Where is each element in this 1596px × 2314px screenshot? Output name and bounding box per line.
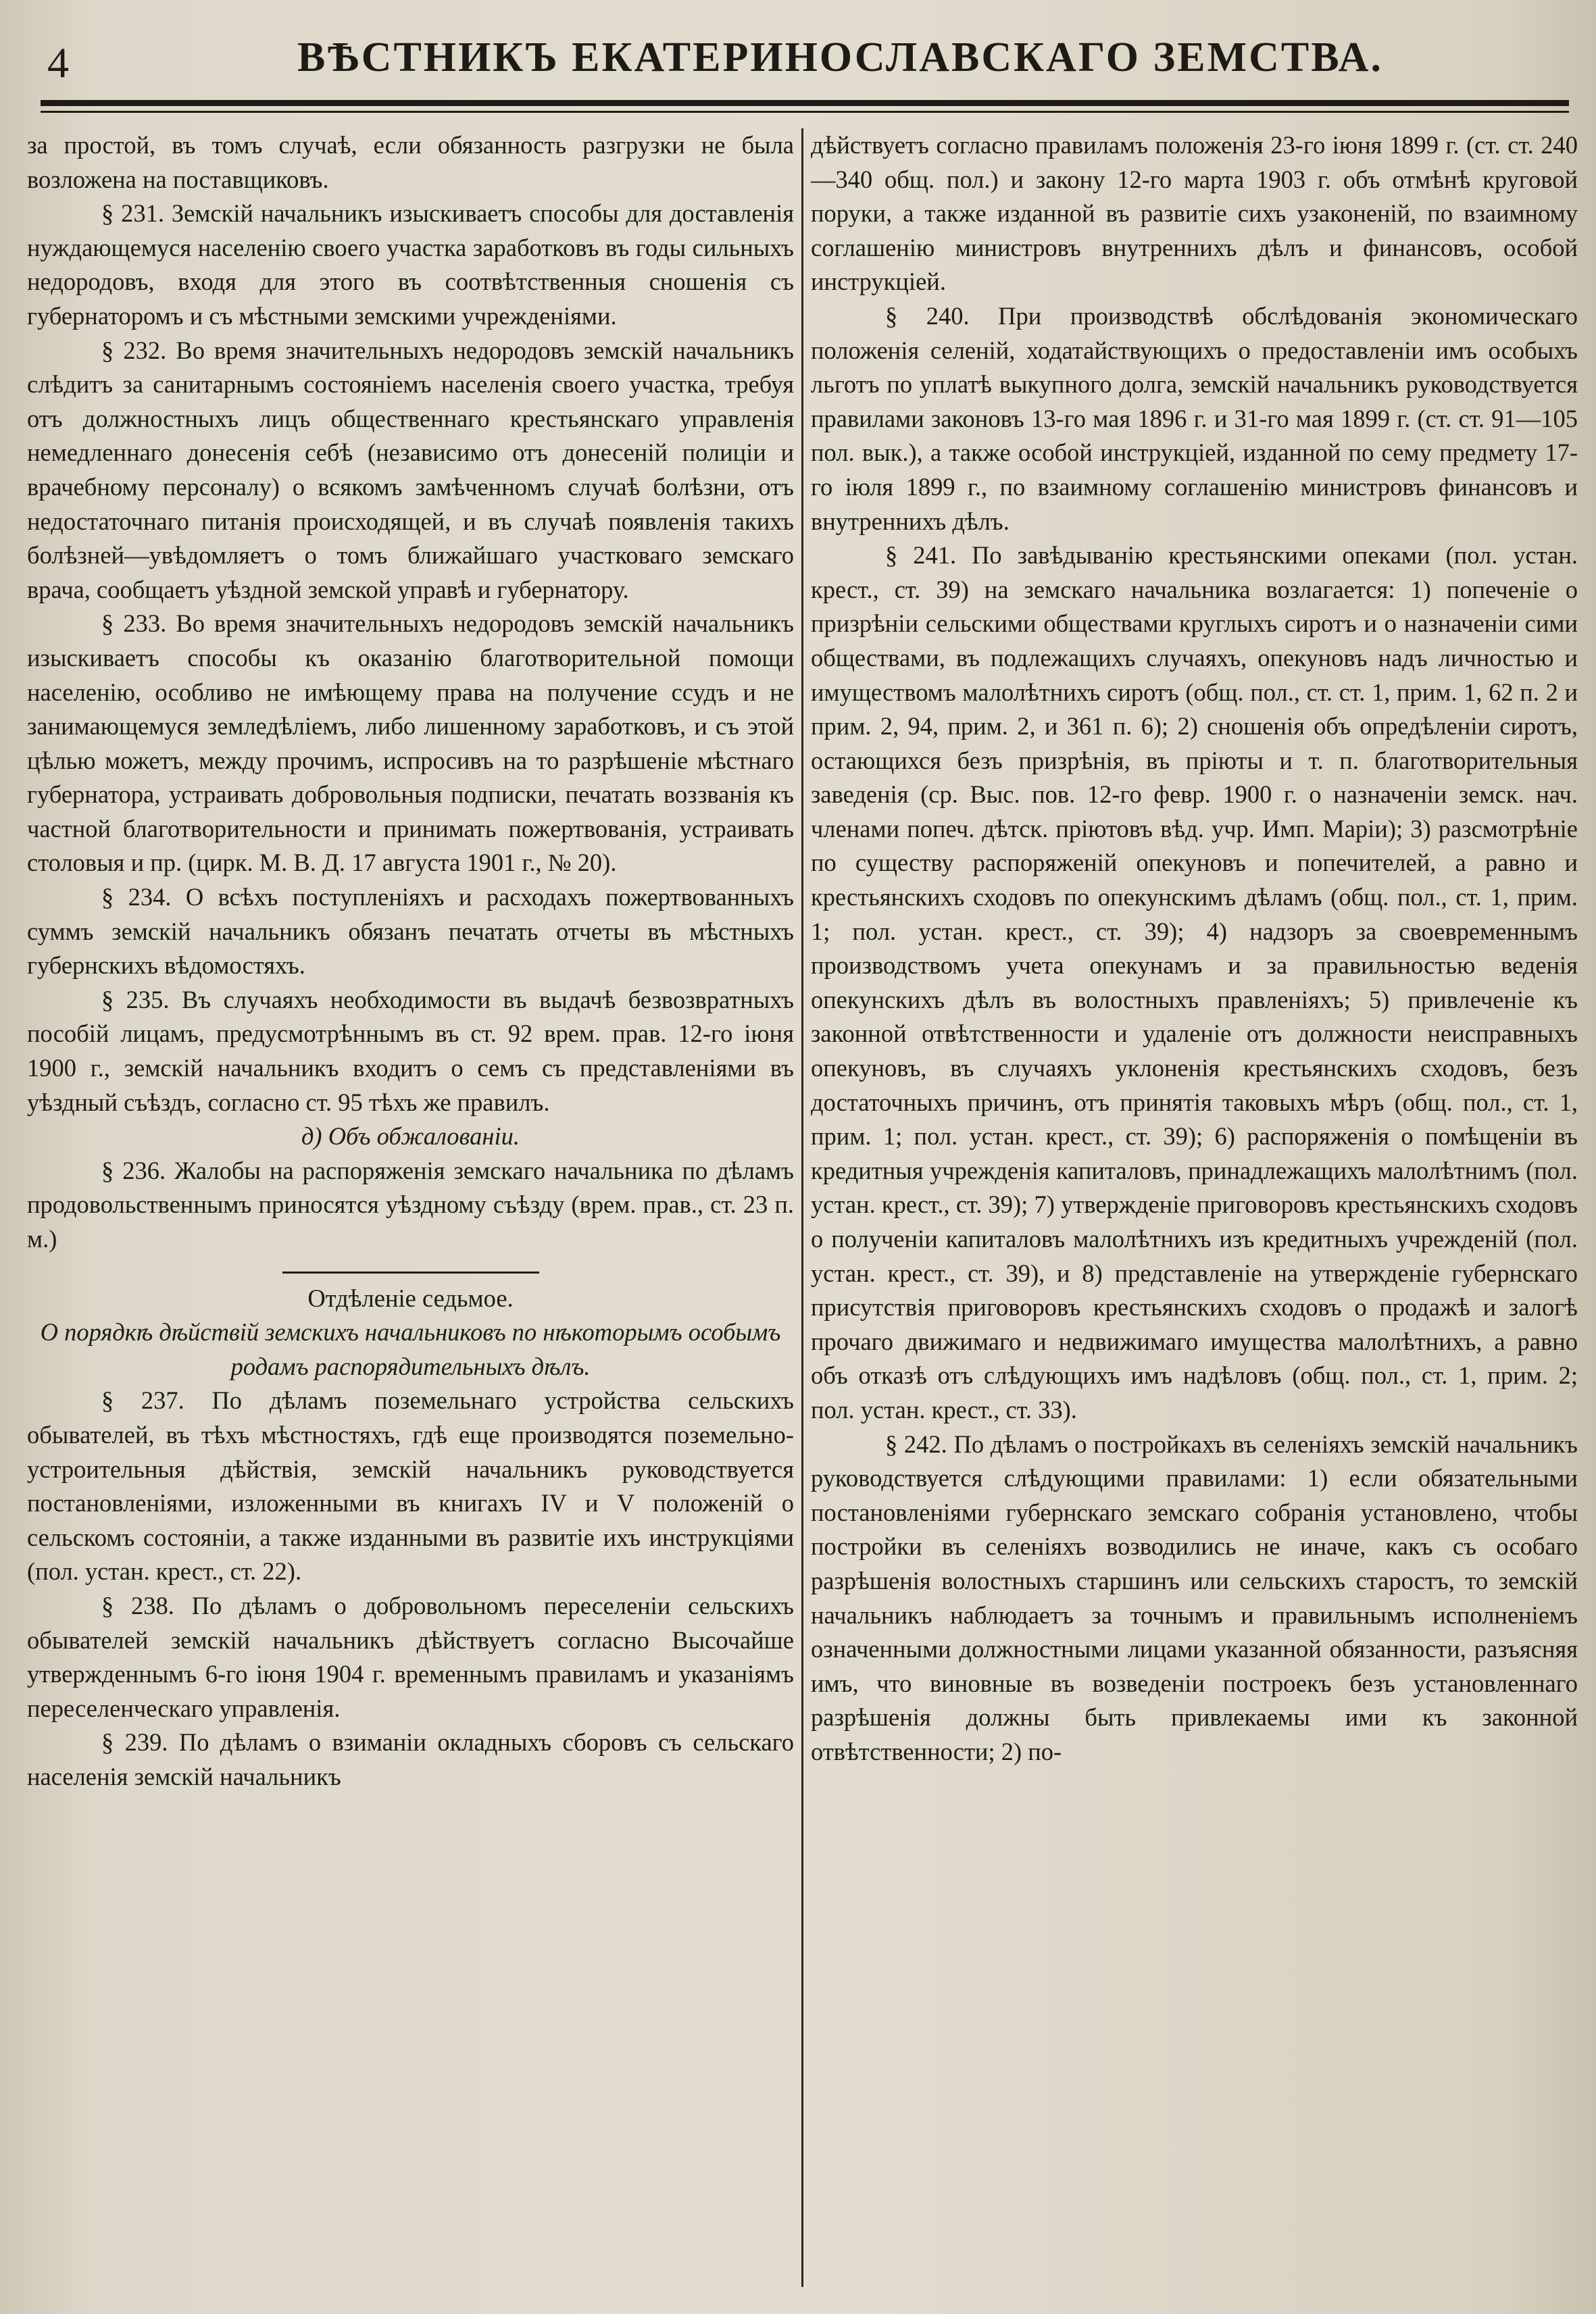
paragraph-237: § 237. По дѣламъ поземельнаго устройства сельскихъ обывателей, въ тѣхъ мѣстностяхъ, гдѣ еще производятся поземельно-устроительныя дѣйствія, земскій начальникъ руководствуется постановленіями, изложенными въ книгахъ IV и V положеній о сельскомъ состояніи, а также изданными въ развитіе ихъ инструкціями (пол. устан. крест., ст. 22). bbox=[27, 1386, 794, 1586]
section-title: Отдѣленіе седьмое. bbox=[307, 1284, 514, 1312]
header-rule-thin bbox=[41, 111, 1569, 113]
paragraph-233: § 233. Во время значительныхъ недородовъ земскій начальникъ изыскиваетъ способы къ оказанію благотворительной помощи населенію, особливо не имѣющему права на получение ссудъ и не занимающемуся земледѣліемъ, либо лишенному заработковъ, и съ этой цѣлью можетъ, между прочимъ, испросивъ на то разрѣшеніе мѣстнаго губернатора, устраивать добровольныя подписки, печатать воззванія къ частной благотворительности и принимать пожертвованія, устраивать столовыя и пр. (цирк. М. В. Д. 17 августа 1901 г., № 20). bbox=[27, 609, 794, 877]
page-number: 4 bbox=[47, 39, 69, 86]
paragraph-231: § 231. Земскій начальникъ изыскиваетъ способы для доставленія нуждающемуся населенію своего участка заработковъ въ годы сильныхъ недородовъ, входя для этого въ соотвѣтственныя сношенія съ губернаторомъ и съ мѣстными земскими учрежденіями. bbox=[27, 199, 794, 330]
paragraph-239-continuation: дѣйствуетъ согласно правиламъ положенія 23-го іюня 1899 г. (ст. ст. 240—340 общ. пол.) и закону 12-го марта 1903 г. объ отмѣнѣ круговой поруки, а также изданной въ развитіе сихъ узаконеній, по взаимному соглашенію министровъ внутреннихъ дѣлъ и финансовъ, особой инструкціей. bbox=[811, 131, 1578, 296]
journal-title: ВѢСТНИКЪ ЕКАТЕРИНОСЛАВСКАГО ЗЕМСТВА. bbox=[297, 34, 1383, 80]
section-separator bbox=[282, 1272, 539, 1274]
page-header bbox=[41, 19, 1569, 120]
paragraph-234: § 234. О всѣхъ поступленіяхъ и расходахъ пожертвованныхъ суммъ земскій начальникъ обязанъ печатать отчеты въ мѣстныхъ губернскихъ вѣдомостяхъ. bbox=[27, 883, 794, 980]
subheading-appeals: д) Объ обжалованіи. bbox=[301, 1122, 520, 1151]
paragraph-238: § 238. По дѣламъ о добровольномъ переселеніи сельскихъ обывателей земскій начальникъ дѣйствуетъ согласно Высочайше утвержденнымъ 6-го іюня 1904 г. временнымъ правиламъ и указаніямъ переселенческаго управленія. bbox=[27, 1591, 794, 1722]
section-subtitle: О порядкѣ дѣйствій земскихъ начальниковъ по нѣкоторымъ особымъ родамъ распорядительныхъ дѣлъ. bbox=[40, 1318, 781, 1380]
paragraph-241: § 241. По завѣдыванію крестьянскими опеками (пол. устан. крест., ст. 39) на земскаго начальника возлагается: 1) попеченіе о призрѣніи сельскими обществами круглыхъ сиротъ и о назначеніи сими обществами, въ подлежащихъ случаяхъ, опекуновъ надъ личностью и имуществомъ малолѣтнихъ сиротъ (общ. пол., ст. ст. 1, прим. 1, 62 п. 2 и прим. 2, 94, прим. 2, и 361 п. 6); 2) сношенія объ опредѣленіи сиротъ, остающихся безъ призрѣнія, въ пріюты и т. п. благотворительныя заведенія (ср. Выс. пов. 12-го февр. 1900 г. о назначеніи земск. нач. членами попеч. дѣтск. пріютовъ вѣд. учр. Имп. Маріи); 3) разсмотрѣніе по существу распоряженій опекуновъ и попечителей, а равно и крестьянскихъ сходовъ по опекунскимъ дѣламъ (общ. пол., ст. 1, прим. 1; пол. устан. крест., ст. 39); 4) надзоръ за своевременнымъ производствомъ учета опекунамъ и за правильностью веденія опекунскихъ дѣлъ въ волостныхъ правленіяхъ; 5) привлеченіе къ законной отвѣтственности и удаленіе отъ должности неисправныхъ опекуновъ, въ случаяхъ уклоненія крестьянскихъ сходовъ, безъ достаточныхъ причинъ, отъ принятія таковыхъ мѣръ (общ. пол., ст. 1, прим. 1; пол. устан. крест., ст. 39); 6) распоряженія о помѣщеніи въ кредитныя учрежденія капиталовъ, принадлежащихъ малолѣтнимъ (пол. устан. крест., ст. 39); 7) утвержденіе приговоровъ крестьянскихъ сходовъ о полученіи капиталовъ малолѣтнихъ изъ кредитныхъ учрежденій (пол. устан. крест., ст. 39), и 8) представленіе на утвержденіе губернскаго присутствія приговоровъ крестьянскихъ сходовъ о продажѣ и залогѣ прочаго движимаго и недвижимаго имущества малолѣтнихъ, а равно объ отказѣ отъ слѣдующихъ имъ надѣловъ (общ. пол., ст. 1, прим. 2; пол. устан. крест., ст. 33). bbox=[811, 541, 1578, 1424]
paragraph-240: § 240. При производствѣ обслѣдованія экономическаго положенія селеній, ходатайствующихъ о предоставленіи имъ особыхъ льготъ по уплатѣ выкупного долга, земскій начальникъ руководствуется правилами законовъ 13-го мая 1896 г. и 31-го мая 1899 г. (ст. ст. 91—105 пол. вык.), а также особой инструкціей, изданной по сему предмету 17-го іюля 1899 г., по взаимному соглашенію министровъ финансовъ и внутреннихъ дѣлъ. bbox=[811, 301, 1578, 535]
paragraph-continuation: за простой, въ томъ случаѣ, если обязанность разгрузки не была возложена на поставщиковъ. bbox=[27, 131, 794, 193]
paragraph-232: § 232. Во время значительныхъ недородовъ земскій начальникъ слѣдитъ за санитарнымъ состояніемъ населенія своего участка, требуя отъ должностныхъ лицъ общественнаго крестьянскаго управленія немедленнаго донесенія себѣ (независимо отъ донесеній полиціи и врачебному персоналу) о всякомъ замѣченномъ случаѣ болѣзни, отъ недостаточнаго питанія происходящей, и въ случаѣ появленія такихъ болѣзней—увѣдомляетъ о томъ ближайшаго участковаго земскаго врача, сообщаетъ уѣздной земской управѣ и губернатору. bbox=[27, 336, 794, 603]
right-column bbox=[811, 128, 1578, 2294]
paragraph-239: § 239. По дѣламъ о взиманіи окладныхъ сборовъ съ сельскаго населенія земскій начальникъ bbox=[27, 1728, 794, 1790]
left-column bbox=[27, 128, 794, 2294]
paragraph-236: § 236. Жалобы на распоряженія земскаго начальника по дѣламъ продовольственнымъ приносятся уѣздному съѣзду (врем. прав., ст. 23 п. м.) bbox=[27, 1156, 794, 1253]
header-rule-thick bbox=[41, 100, 1569, 106]
paragraph-242: § 242. По дѣламъ о постройкахъ въ селеніяхъ земскій начальникъ руководствуется слѣдующими правилами: 1) если обязательными постановленіями губернскаго земскаго собранія установлено, чтобы постройки въ селеніяхъ возводились не иначе, какъ съ особаго разрѣшенія волостныхъ старшинъ или сельскихъ старостъ, то земскій начальникъ наблюдаетъ за точнымъ и правильнымъ исполненіемъ означенными должностными лицами указанной обязанности, разъясняя имъ, что виновные въ возведеніи построекъ безъ установленнаго разрѣшенія должны быть привлекаемы ими къ законной отвѣтственности; 2) по- bbox=[811, 1430, 1578, 1765]
paragraph-235: § 235. Въ случаяхъ необходимости въ выдачѣ безвозвратныхъ пособій лицамъ, предусмотрѣннымъ въ ст. 92 врем. прав. 12-го іюня 1900 г., земскій начальникъ входитъ о семъ съ представленіями въ уѣздный съѣздъ, согласно ст. 95 тѣхъ же правилъ. bbox=[27, 985, 794, 1116]
column-divider bbox=[801, 128, 803, 2287]
